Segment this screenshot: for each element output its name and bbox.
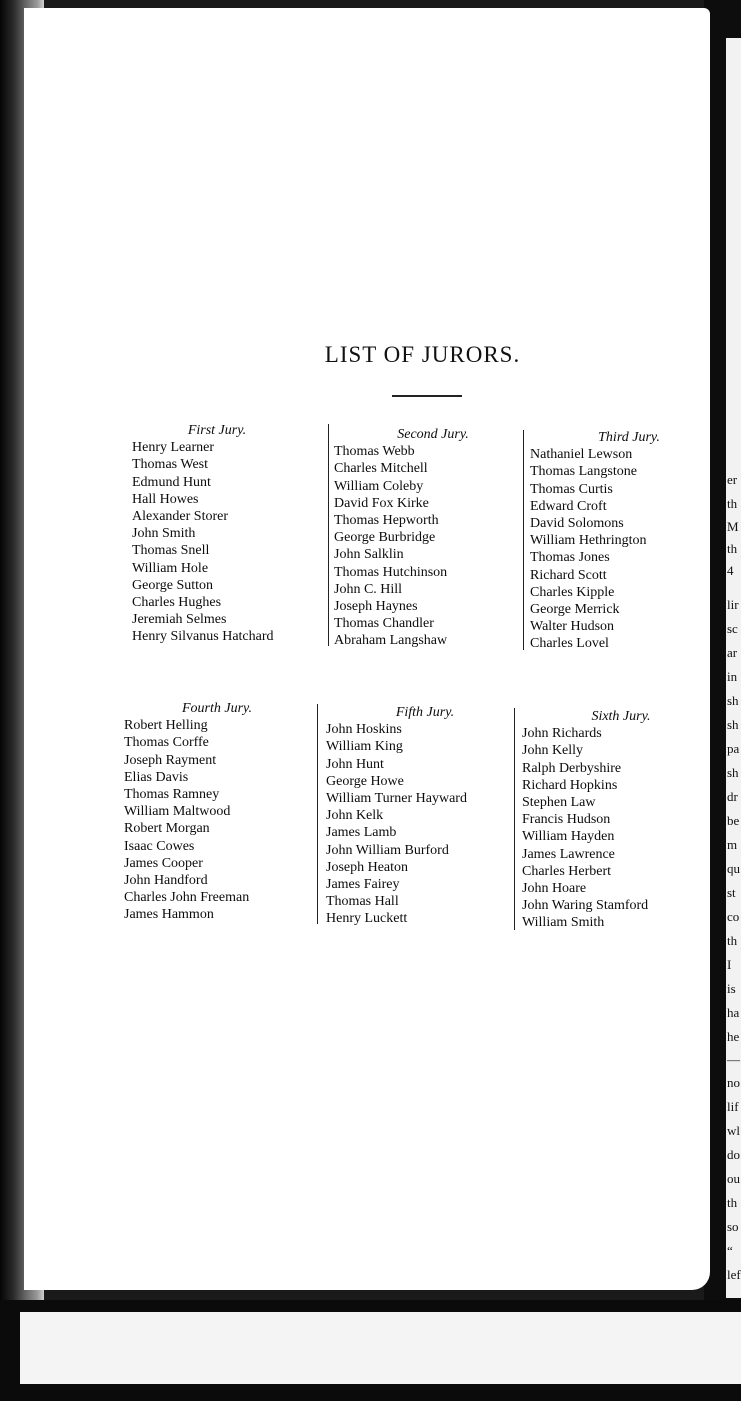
facing-page-text-fragment: ha — [727, 1005, 740, 1020]
juror-name: George Sutton — [132, 577, 214, 593]
title-rule — [392, 395, 462, 397]
facing-page-text-fragment: — — [727, 1052, 740, 1067]
juror-name: Charles Kipple — [530, 584, 615, 600]
column-divider — [514, 708, 515, 930]
jury-heading: Third Jury. — [598, 430, 660, 445]
juror-name: John Hoskins — [326, 722, 402, 738]
jury-column-fourth — [118, 700, 308, 924]
juror-name: John Richards — [522, 726, 602, 742]
facing-page-text-fragment: lif — [727, 1099, 739, 1114]
juror-name: Thomas Hall — [326, 894, 399, 910]
juror-name: Henry Silvanus Hatchard — [132, 629, 274, 645]
juror-name: William Hethrington — [530, 533, 647, 549]
juror-name: William Coleby — [334, 478, 424, 494]
juror-name: John Handford — [124, 873, 208, 889]
column-divider — [328, 424, 329, 646]
juror-name: Henry Luckett — [326, 911, 408, 927]
juror-name: Thomas Langstone — [530, 464, 637, 480]
juror-name: Thomas Hutchinson — [334, 564, 448, 580]
juror-name: Thomas Snell — [132, 543, 210, 559]
juror-name: William King — [326, 739, 403, 755]
juror-name: James Lamb — [326, 825, 397, 841]
facing-page-text-fragment: no — [727, 1075, 740, 1090]
juror-name: James Hammon — [124, 907, 214, 923]
facing-page-text-fragment: lef — [727, 1267, 741, 1282]
juror-name: William Smith — [522, 915, 605, 931]
juror-name: William Maltwood — [124, 804, 231, 820]
juror-list — [118, 717, 308, 923]
next-page-edge — [20, 1312, 741, 1384]
facing-page-text-fragment: th — [727, 496, 738, 511]
juror-name: George Merrick — [530, 602, 620, 618]
facing-page-text-fragment: co — [727, 909, 740, 924]
juror-name: Stephen Law — [522, 795, 596, 811]
juror-name: Charles Lovel — [530, 636, 609, 652]
facing-page-text-fragment: dr — [727, 789, 738, 804]
juror-list — [118, 439, 308, 645]
juror-name: James Cooper — [124, 855, 203, 871]
facing-page-text-fragment: sc — [727, 621, 738, 636]
facing-page-text-fragment: M — [727, 519, 739, 534]
juror-name: Robert Morgan — [124, 821, 210, 837]
juror-name: John Salklin — [334, 547, 404, 563]
juror-name: James Fairey — [326, 877, 400, 893]
facing-page-text-fragment: he — [727, 1029, 740, 1044]
juror-name: John Hunt — [326, 756, 384, 772]
page-title: LIST OF JURORS. — [324, 342, 521, 367]
facing-page-text-fragment: sh — [727, 765, 739, 780]
facing-page-text-fragment: th — [727, 541, 738, 556]
facing-page-text-fragment: ou — [727, 1171, 740, 1186]
facing-page-text-fragment: wl — [727, 1123, 740, 1138]
juror-name: David Solomons — [530, 516, 624, 532]
juror-name: Ralph Derbyshire — [522, 760, 622, 776]
juror-name: Thomas Corffe — [124, 735, 209, 751]
juror-name: Nathaniel Lewson — [530, 447, 633, 463]
juror-name: James Lawrence — [522, 846, 615, 862]
juror-name: John Kelk — [326, 808, 384, 824]
facing-page-text-fragment: er — [727, 472, 738, 487]
juror-name: William Turner Hayward — [326, 791, 467, 807]
juror-name: Charles John Freeman — [124, 890, 250, 906]
facing-page-text-fragment: th — [727, 1195, 738, 1210]
jury-heading: First Jury. — [187, 423, 247, 438]
jury-column-sixth — [522, 708, 712, 932]
facing-page-text-fragment: be — [727, 813, 740, 828]
facing-page-text-fragment: st — [727, 885, 736, 900]
column-divider — [317, 704, 318, 924]
juror-name: Isaac Cowes — [124, 838, 195, 854]
juror-name: John Hoare — [522, 881, 587, 897]
facing-page-text-fragment: th — [727, 933, 738, 948]
jury-column-fifth — [326, 704, 516, 928]
juror-name: Thomas Webb — [334, 444, 415, 460]
juror-name: Joseph Rayment — [124, 752, 217, 768]
column-divider — [523, 430, 524, 650]
juror-list — [530, 446, 720, 652]
juror-name: Thomas Jones — [530, 550, 610, 566]
juror-name: Elias Davis — [124, 769, 189, 785]
juror-list — [326, 721, 516, 927]
juror-name: Edward Croft — [530, 498, 607, 514]
juror-name: Hall Howes — [132, 491, 199, 507]
juror-name: Thomas West — [132, 457, 208, 473]
juror-name: Charles Hughes — [132, 595, 222, 611]
jury-heading: Second Jury. — [397, 427, 469, 442]
juror-name: Francis Hudson — [522, 812, 611, 828]
facing-page-text-fragment: qu — [727, 861, 740, 876]
facing-page-text-fragment: m — [727, 837, 738, 852]
jury-column-third — [530, 429, 720, 653]
juror-list — [522, 725, 712, 931]
facing-page-text-fragment: “ — [727, 1243, 733, 1258]
juror-name: Henry Learner — [132, 440, 215, 456]
jury-column-second — [334, 426, 524, 650]
juror-name: Charles Mitchell — [334, 461, 428, 477]
juror-name: John Kelly — [522, 743, 584, 759]
juror-name: Alexander Storer — [132, 509, 229, 525]
juror-name: Thomas Ramney — [124, 787, 220, 803]
facing-page-text-fragment: is — [727, 981, 736, 996]
juror-name: George Howe — [326, 773, 404, 789]
juror-name: Jeremiah Selmes — [132, 612, 227, 628]
facing-page-text-fragment: 4 — [727, 563, 734, 578]
facing-page-text-fragment: so — [727, 1219, 739, 1234]
juror-name: Joseph Heaton — [326, 859, 409, 875]
juror-name: Thomas Chandler — [334, 616, 434, 632]
facing-page-text-fragment: ar — [727, 645, 738, 660]
juror-name: William Hole — [132, 560, 209, 576]
facing-page — [726, 38, 741, 1298]
juror-name: Abraham Langshaw — [334, 633, 448, 649]
juror-name: John C. Hill — [334, 581, 403, 597]
juror-name: Charles Herbert — [522, 863, 612, 879]
facing-page-text-fragment: sh — [727, 693, 739, 708]
jury-heading: Fourth Jury. — [182, 701, 252, 716]
juror-name: David Fox Kirke — [334, 495, 429, 511]
jury-heading: Sixth Jury. — [591, 709, 651, 724]
juror-name: William Hayden — [522, 829, 615, 845]
juror-name: Thomas Hepworth — [334, 513, 439, 529]
facing-page-text-fragment: in — [727, 669, 738, 684]
juror-name: John Smith — [132, 526, 196, 542]
facing-page-text-fragment: lir — [727, 597, 739, 612]
juror-name: Richard Scott — [530, 567, 607, 583]
juror-name: Thomas Curtis — [530, 481, 613, 497]
juror-name: John Waring Stamford — [522, 898, 649, 914]
juror-name: George Burbridge — [334, 530, 436, 546]
facing-page-text-fragment: sh — [727, 717, 739, 732]
juror-name: Richard Hopkins — [522, 777, 618, 793]
juror-name: Edmund Hunt — [132, 474, 211, 490]
juror-name: John William Burford — [326, 842, 449, 858]
juror-name: Joseph Haynes — [334, 599, 418, 615]
facing-page-text-fragment: I — [727, 957, 732, 972]
jury-column-first — [118, 422, 308, 646]
facing-page-text-fragment: pa — [727, 741, 740, 756]
juror-name: Walter Hudson — [530, 619, 615, 635]
facing-page-text-fragment: do — [727, 1147, 740, 1162]
juror-name: Robert Helling — [124, 718, 208, 734]
juror-list — [334, 443, 524, 649]
jury-heading: Fifth Jury. — [395, 705, 455, 720]
